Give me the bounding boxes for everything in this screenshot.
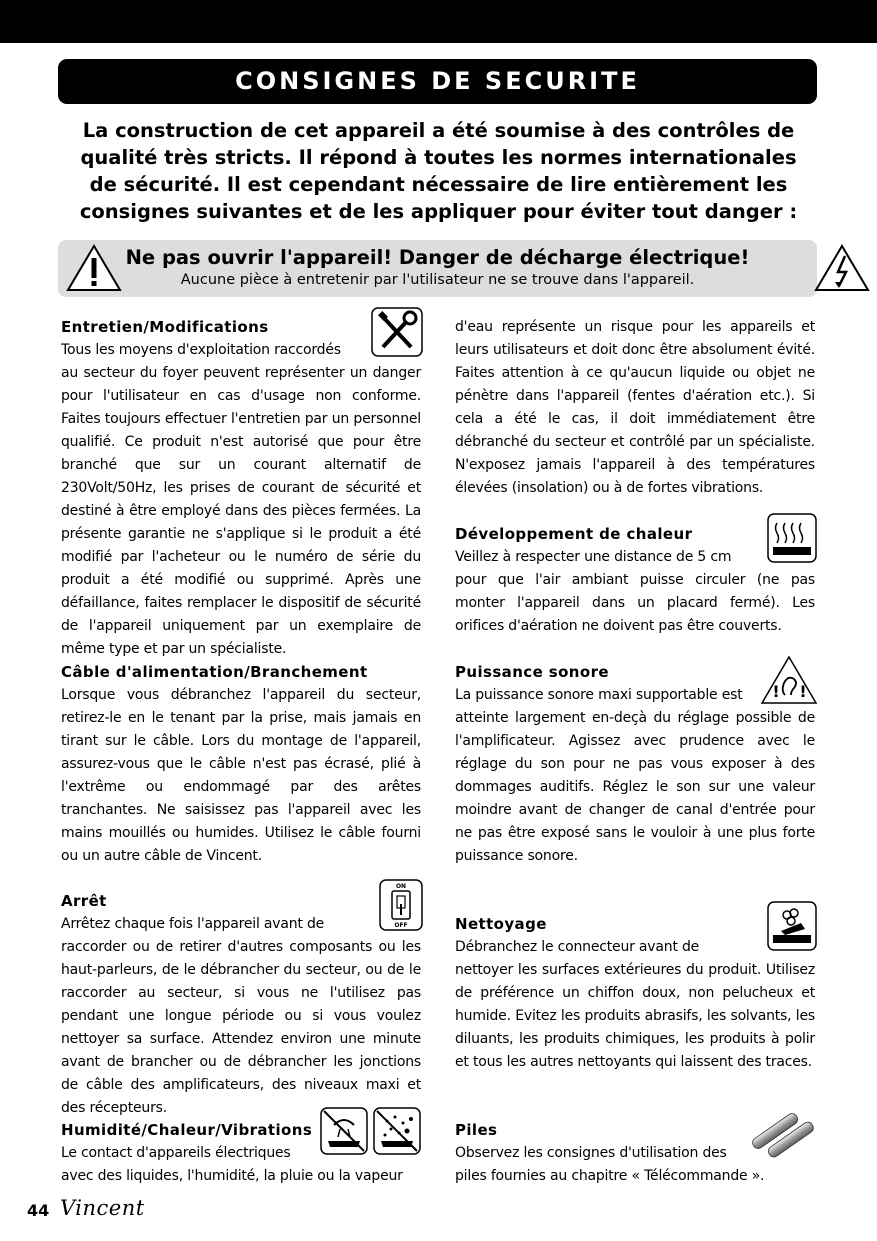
no-humidity-icon [373,1107,421,1155]
heading-cable: Câble d'alimentation/Branchement [61,663,368,681]
electric-shock-warning [58,240,817,297]
section-humidite-cont [455,316,815,500]
heading-humidite: Humidité/Chaleur/Vibrations [61,1121,313,1139]
page-title-bar [58,59,817,104]
power-switch-icon [379,879,423,931]
svg-text:!: ! [772,682,780,701]
text-chaleur: pour que l'air ambiant puisse circuler (ne pas monter l'appareil dans un placard fermé). Les orifices d'aération ne doivent pas être couverts. [455,572,815,634]
text-piles: piles fournies au chapitre « Télécommande ». [455,1168,765,1184]
section-arret [61,890,421,1120]
brand-logo: Vincent [60,1196,145,1220]
text-puissance: atteinte largement en-deçà du réglage possible de l'amplificateur. Agissez avec prudence avec le réglage du son pour ne pas vous exposer à des dommages auditifs. Réglez le son sur une valeur moindre avant de changer de canal d'entrée pour ne pas être exposé sans le vouloir à une plus forte puissance sonore. [455,710,815,864]
heat-icon [767,513,817,563]
icon-on-label: ON [395,883,407,890]
intro-paragraph: La construction de cet appareil a été soumise à des contrôles de qualité très stricts. Il répond à toutes les normes internationales de sécurité. Il est cependant nécessaire de lire entièrement les consignes suivantes et de les appliquer pour éviter tout danger : [79,119,798,223]
cleaning-icon [767,901,817,951]
heading-entretien: Entretien/Modifications [61,318,269,336]
section-entretien [61,316,421,661]
text-humidite: avec des liquides, l'humidité, la pluie ou la vapeur [61,1168,403,1184]
section-nettoyage [455,913,815,1074]
lead-piles: Observez les consignes d'utilisation des [455,1145,727,1161]
text-arret: raccorder ou de retirer d'autres composants ou les haut-parleurs, de le débrancher du secteur, ou de le raccorder au secteur, si vous ne l'utilisez pas pendant une longue période ou si vous voulez nettoyer sa surface. Attendez environ une minute avant de brancher ou de débrancher les jonctions de câble des amplificateurs, des niveaux maxi et des récepteurs. [61,939,421,1116]
batteries-icon [750,1112,822,1162]
text-nettoyage: nettoyer les surfaces extérieures du produit. Utilisez de préférence un chiffon doux, non pelucheux et humide. Evitez les produits abrasifs, les solvants, les diluants, les produits chimiques, les produits à polir et tous les autres nettoyants qui laissent des traces. [455,962,815,1070]
lead-chaleur: Veillez à respecter une distance de 5 cm [455,549,732,565]
lead-puissance: La puissance sonore maxi supportable est [455,687,743,703]
section-cable [61,661,421,868]
svg-text:!: ! [799,682,807,701]
hearing-warning-icon [760,655,818,705]
text-entretien: au secteur du foyer peuvent représenter un danger pour l'utilisateur en cas d'usage non conforme. Faites toujours effectuer l'entretien par un personnel qualifié. Ce produit n'est autorisé que pour être branché que sur un courant alternatif de 230Volt/50Hz, les prises de courant de sécurité et destiné à être employé dans des pièces fermées. La présente garantie ne s'applique si le produit a été modifié par l'acheteur ou le numéro de série du produit a été modifié ou supprimé. Après une défaillance, faites remplacer le dispositif de sécurité de l'appareil uniquement par un exemplaire de même type et par un spécialiste. [61,365,421,657]
page-number: 44 [27,1201,50,1220]
warning-title: Ne pas ouvrir l'appareil! Danger de décharge électrique! [125,246,750,269]
section-chaleur [455,523,815,638]
warning-subtitle: Aucune pièce à entretenir par l'utilisateur ne se trouve dans l'appareil. [180,272,695,288]
heading-nettoyage: Nettoyage [455,915,547,933]
lead-nettoyage: Débranchez le connecteur avant de [455,939,700,955]
heading-arret: Arrêt [61,892,107,910]
top-black-band [0,0,877,43]
tools-icon [371,307,423,357]
lead-arret: Arrêtez chaque fois l'appareil avant de [61,916,325,932]
lead-entretien: Tous les moyens d'exploitation raccordés [61,342,341,358]
text-cable: Lorsque vous débranchez l'appareil du secteur, retirez-le en le tenant par la prise, mais jamais en tirant sur le câble. Lors du montage de l'appareil, assurez-vous que le câble n'est pas écrasé, plié à l'extrême ou endommagé par des arêtes tranchantes. Ne saisissez pas l'appareil avec les mains mouillés ou humides. Utilisez le câble fourni ou un autre câble de Vincent. [61,687,421,864]
lightning-warning-icon [814,244,870,292]
heading-puissance: Puissance sonore [455,663,609,681]
heading-chaleur: Développement de chaleur [455,525,693,543]
icon-off-label: OFF [394,922,408,929]
page-title: CONSIGNES DE SECURITE [235,67,640,95]
no-liquid-icon [320,1107,368,1155]
heading-piles: Piles [455,1121,498,1139]
text-humidite-cont: d'eau représente un risque pour les appareils et leurs utilisateurs et doit donc être absolument évité. Faites attention à ce qu'aucun liquide ou objet ne pénètre dans l'appareil (fentes d'aération etc.). Si cela a été le cas, il doit immédiatement être débranché du secteur et contrôlé par un spécialiste. N'exposez jamais l'appareil à des températures élevées (insolation) ou à de fortes vibrations. [455,319,815,496]
lead-humidite: Le contact d'appareils électriques [61,1145,291,1161]
